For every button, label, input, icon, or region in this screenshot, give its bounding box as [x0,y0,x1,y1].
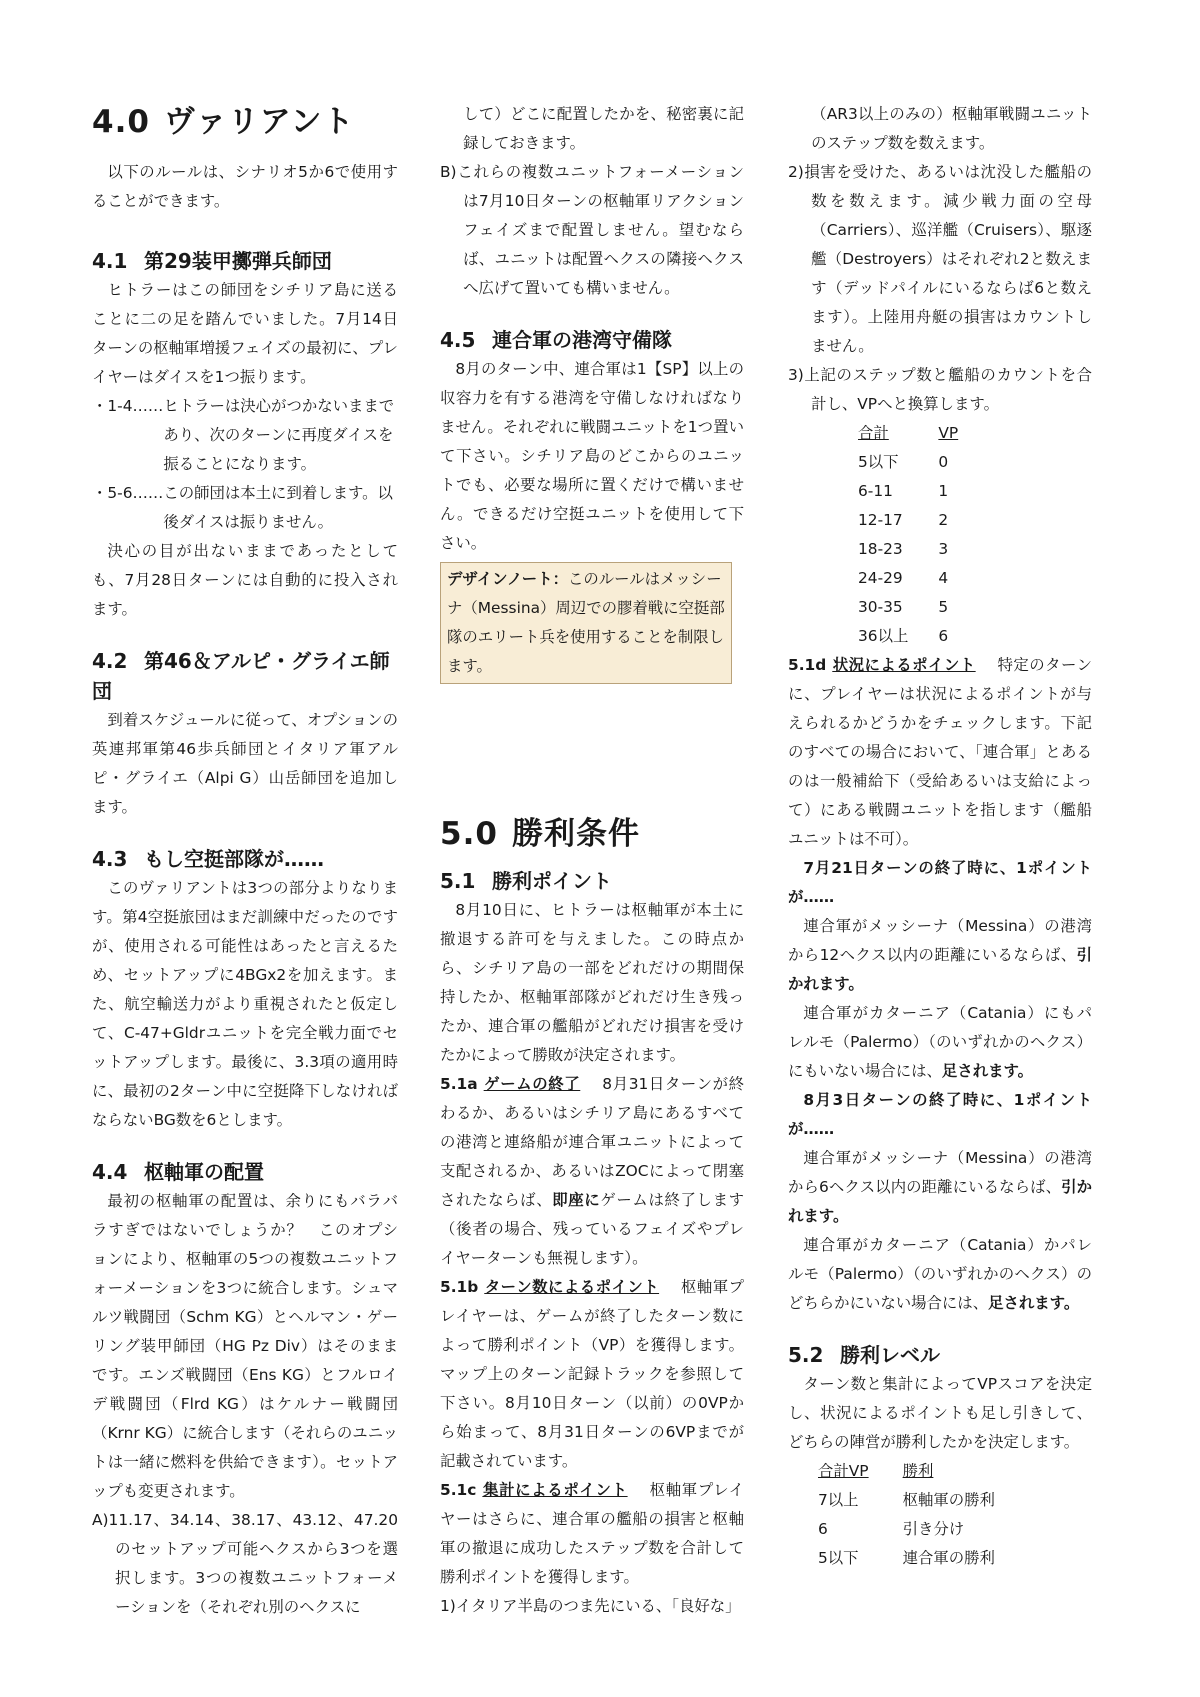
table-cell: 6 [818,1520,828,1538]
section-number: 4.4 [92,1160,128,1184]
section-4-4-para: 最初の枢軸軍の配置は、余りにもバラバラすぎではないでしょうか？ このオプションにより、枢軸軍の5つの複数ユニットフォーメーションを3つに統合します。シュマルツ戦闘団（Schm KG）とヘルマン・ゲーリング装甲師団（HG Pz Div）はそのままです。エンズ戦闘団（Ens KG）とフルロイデ戦闘団（Flrd KG）はケルナー戦闘団（Krnr KG）に統合します（それらのユニットは一緒に燃料を供給できます）。セットアップも変更されます。 [92,1192,398,1500]
section-4-2-para: 到着スケジュールに従って、オプションの英連邦軍第46歩兵師団とイタリア軍アルピ・グライエ（Alpi G）山岳師団を追加します。 [92,711,398,816]
table-header-row [818,1457,1029,1486]
subsection-number: 5.1d [788,656,827,674]
section-title: 勝利ポイント [492,869,612,893]
table-cell: 6 [938,627,949,645]
subsection-text: 8月31日ターンが終わるか、あるいはシチリア島にあるすべての港湾と連絡船が連合軍ユニットによって支配されるか、あるいはZOCによって閉塞されたならば、 [440,1075,744,1209]
subsection-title: ゲームの終了 [483,1075,581,1093]
table-header: VP [938,424,959,442]
bullet-text: この師団は本土に到着します。以後ダイスは振りません。 [163,484,393,531]
subsection-number: 5.1a [440,1075,478,1093]
section-title: 連合軍の港湾守備隊 [492,328,672,352]
section-number: 5.2 [788,1343,824,1367]
section-title: 枢軸軍の配置 [144,1160,264,1184]
table-cell: 5以下 [818,1549,859,1567]
section-5-1c-para [440,1476,744,1592]
section-4-1-heading [92,246,398,276]
aug3-condition-heading: 8月3日ターンの終了時に、1ポイントが…… [788,1091,1092,1138]
emphasis-text: 足されます。 [988,1294,1080,1312]
condition-text: 連合軍がカターニア（Catania）かパレルモ（Palermo）（のいずれかのヘクス）のどちらかにいない場合には、 [788,1236,1092,1312]
aug3-condition-1 [788,1144,1092,1231]
emphasis-text: 足されます。 [941,1062,1034,1080]
table-header: 合計VP [818,1462,869,1480]
table-cell: 18-23 [858,540,903,558]
subsection-title: ターン数によるポイント [484,1278,660,1296]
table-cell: 枢軸軍の勝利 [902,1491,995,1509]
victory-level-table [818,1457,1029,1573]
section-4-1-para: 決心の目が出ないままであったとしても、7月28日ターンには自動的に投入されます。 [92,542,398,618]
july21-condition-1 [788,912,1092,999]
section-4-5-heading [440,325,744,355]
section-number: 5.1 [440,869,476,893]
subsection-number: 5.1b [440,1278,479,1296]
option-a-continued: して）どこに配置したかを、秘密裏に記録しておきます。 [463,105,744,152]
table-row [858,564,988,593]
bullet-key: ・1-4…… [92,397,164,415]
table-cell: 5 [938,598,949,616]
table-cell: 1 [938,482,949,500]
table-cell: 6-11 [858,482,893,500]
section-title: 勝利レベル [840,1343,940,1367]
subsection-label [440,1278,665,1296]
table-row [858,448,988,477]
table-header: 合計 [858,424,889,442]
subsection-label [788,656,982,674]
tally-step-3: 3)上記のステップ数と艦船のカウントを合計し、VPへと換算します。 [788,366,1092,413]
section-number: 5.0 [440,816,498,852]
bullet-item [92,479,398,537]
variant-intro: 以下のルールは、シナリオ5か6で使用することができます。 [92,163,398,210]
aug3-condition-2 [788,1231,1092,1318]
table-row [858,593,988,622]
section-5-1-heading [440,866,744,896]
emphasis-text: 引かれます。 [788,946,1092,993]
section-number: 4.1 [92,249,128,273]
emphasis-text: 即座に [552,1191,601,1209]
section-number: 4.5 [440,328,476,352]
section-5-1-para: 8月10日に、ヒトラーは枢軸軍が本土に撤退する許可を与えました。この時点から、シチリア島の一部をどれだけの期間保持したか、枢軸軍部隊がどれだけ生き残ったか、連合軍の艦船がどれだけ損害を受けたかによって勝敗が決定されます。 [440,901,744,1064]
column-right [788,100,1092,1573]
section-number: 4.3 [92,847,128,871]
subsection-title: 集計によるポイント [482,1481,628,1499]
subsection-text: ゲームは終了します（後者の場合、残っているフェイズやプレイヤーターンも無視します）。 [440,1191,744,1267]
table-cell: 24-29 [858,569,903,587]
vp-conversion-table [858,419,988,651]
design-note-label: デザインノート： [447,570,568,588]
table-header: 勝利 [902,1462,934,1480]
subsection-number: 5.1c [440,1481,477,1499]
bullet-key: ・5-6…… [92,484,164,502]
subsection-label [440,1481,634,1499]
section-title: 第46＆アルピ・グライエ師団 [92,649,390,703]
section-title: 第29装甲擲弾兵師団 [144,249,332,273]
table-cell: 引き分け [902,1520,965,1538]
table-cell: 3 [938,540,949,558]
section-title: もし空挺部隊が…… [144,847,324,871]
section-5-1b-para [440,1273,744,1476]
column-left [92,100,398,1622]
condition-text: 連合軍がメッシーナ（Messina）の港湾から12ヘクス以内の距離にいるならば、 [788,917,1092,964]
table-header-row [858,419,988,448]
table-row [858,622,988,651]
subsection-text: 枢軸軍プレイヤーはさらに、連合軍の艦船の損害と枢軸軍の撤退に成功したステップ数を合計して勝利ポイントを獲得します。 [440,1481,744,1586]
condition-text: 連合軍がメッシーナ（Messina）の港湾から6ヘクス以内の距離にいるならば、 [788,1149,1092,1196]
bullet-text: ヒトラーは決心がつかないままであり、次のターンに再度ダイスを振ることになります。 [163,397,395,473]
section-4-2-heading [92,646,398,706]
table-cell: 2 [938,511,949,529]
section-5-2-para: ターン数と集計によってVPスコアを決定し、状況によるポイントも足し引きして、どちらの陣営が勝利したかを決定します。 [788,1375,1092,1451]
design-note-box [440,562,732,684]
condition-text: 連合軍がカターニア（Catania）にもパレルモ（Palermo）（のいずれかのヘクス）にもいない場合には、 [788,1004,1092,1080]
table-row [858,535,988,564]
section-5-1a-para [440,1070,744,1273]
section-4-4-heading [92,1157,398,1187]
subsection-text: 枢軸軍プレイヤーは、ゲームが終了したターン数によって勝利ポイント（VP）を獲得します。マップ上のターン記録トラックを参照して下さい。8月10日ターン（以前）の0VPから始まって、8月31日ターンの6VPまでが記載されています。 [440,1278,744,1470]
bullet-item [92,392,398,479]
tally-step-1: 1)イタリア半島のつま先にいる、「良好な」 [440,1597,741,1615]
design-note-text: このルールはメッシーナ（Messina）周辺での膠着戦に空挺部隊のエリート兵を使用することを制限します。 [447,570,725,675]
emphasis-text: 引かれます。 [788,1178,1092,1225]
section-5-1d-para [788,651,1092,854]
table-cell: 30-35 [858,598,903,616]
option-a-item: A)11.17、34.14、38.17、43.12、47.20のセットアップ可能ヘクスから3つを選択します。3つの複数ユニットフォーメーションを（それぞれ別のヘクスに [92,1511,398,1616]
table-cell: 4 [938,569,949,587]
section-title: ヴァリアント [164,104,355,140]
table-row [858,477,988,506]
table-cell: 36以上 [858,627,909,645]
section-4-1-para: ヒトラーはこの師団をシチリア島に送ることに二の足を踏んでいました。7月14日ターンの枢軸軍増援フェイズの最初に、プレイヤーはダイスを1つ振ります。 [92,281,398,386]
table-cell: 7以上 [818,1491,859,1509]
table-cell: 12-17 [858,511,903,529]
section-5-0-heading [440,812,744,856]
section-5-2-heading [788,1340,1092,1370]
july21-condition-2 [788,999,1092,1086]
section-4-3-para: このヴァリアントは3つの部分よりなります。第4空挺旅団はまだ訓練中だったのですが、使用される可能性はあったと言えるため、セットアップに4BGx2を加えます。また、航空輸送力がより重視されたと仮定して、C-47+Gldrユニットを完全戦力面でセットアップします。最後に、3.3項の適用時に、最初の2ターン中に空挺降下しなければならないBG数を6とします。 [92,879,398,1129]
section-4-3-heading [92,844,398,874]
tally-step-1-continued: （AR3以上のみの）枢軸軍戦闘ユニットのステップ数を数えます。 [811,105,1092,152]
table-row [858,506,988,535]
section-title: 勝利条件 [512,816,640,852]
table-cell: 0 [938,453,949,471]
july21-condition-heading: 7月21日ターンの終了時に、1ポイントが…… [788,859,1092,906]
table-row [818,1486,1029,1515]
section-number: 4.0 [92,104,150,140]
subsection-text: 特定のターンに、プレイヤーは状況によるポイントが与えられるかどうかをチェックします。下記のすべての場合において、「連合軍」とあるのは一般補給下（受給あるいは支給によって）にある戦闘ユニットを指します（艦船ユニットは不可）。 [788,656,1092,848]
subsection-title: 状況によるポイント [832,656,976,674]
section-4-5-para: 8月のターン中、連合軍は1【SP】以上の収容力を有する港湾を守備しなければなりません。それぞれに戦闘ユニットを1つ置いて下さい。シチリア島のどこからのユニットでも、必要な場所に置くだけで構いません。できるだけ空挺ユニットを使用して下さい。 [440,360,744,552]
subsection-label [440,1075,586,1093]
column-middle [440,100,744,1621]
section-number: 4.2 [92,649,128,673]
option-b-item: B)これらの複数ユニットフォーメーションは7月10日ターンの枢軸軍リアクションフェイズまで配置しません。望むならば、ユニットは配置ヘクスの隣接ヘクスへ広げて置いても構いません。 [440,163,744,297]
table-cell: 連合軍の勝利 [902,1549,995,1567]
table-cell: 5以下 [858,453,899,471]
tally-step-2: 2)損害を受けた、あるいは沈没した艦船の数を数えます。減少戦力面の空母（Carriers）、巡洋艦（Cruisers）、駆逐艦（Destroyers）はそれぞれ2と数えます（デッドパイルにいるならば6と数えます）。上陸用舟艇の損害はカウントしません。 [788,163,1092,355]
table-row [818,1515,1029,1544]
section-4-0-heading [92,100,398,144]
table-row [818,1544,1029,1573]
